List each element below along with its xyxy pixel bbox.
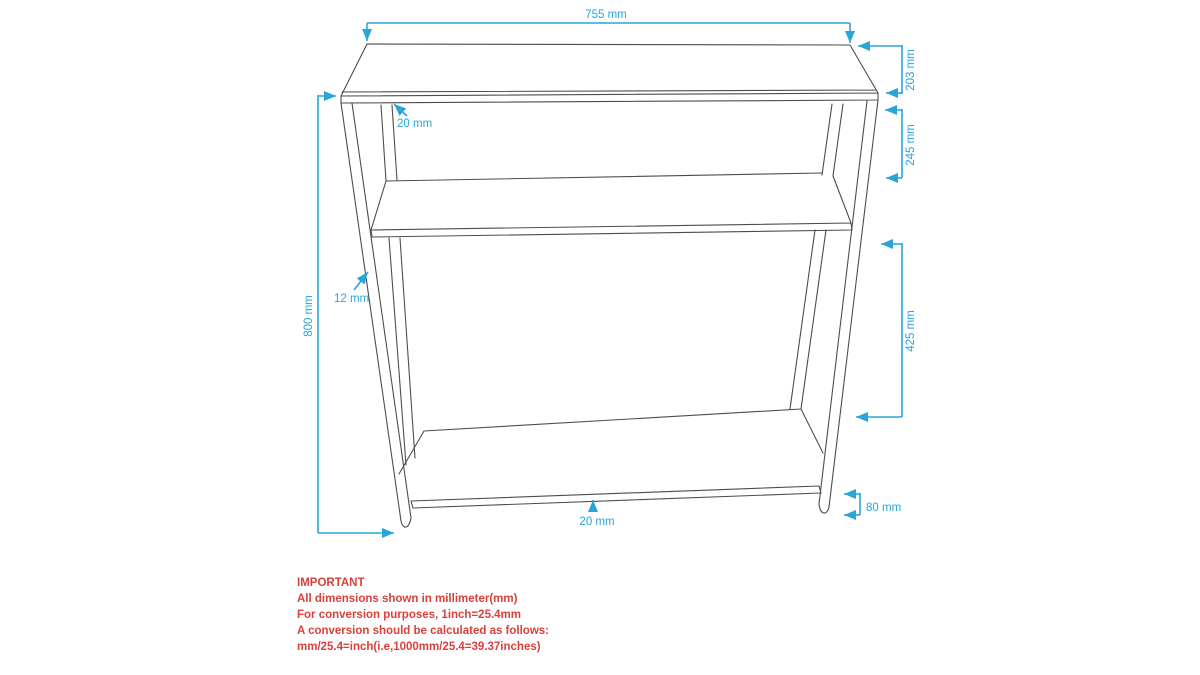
leader-label-bottom-thickness: 20 mm [579, 516, 615, 528]
top-panel [341, 44, 878, 103]
dimension-label-lower-gap: 425 mm [905, 310, 917, 352]
note-line: For conversion purposes, 1inch=25.4mm [297, 609, 522, 621]
note-line: mm/25.4=inch(i.e,1000mm/25.4=39.37inches) [297, 641, 541, 653]
dimension-label-top-depth: 203 mm [905, 49, 917, 91]
leader-label-top-thickness: 20 mm [397, 118, 433, 130]
dimension-label-upper-gap: 245 mm [905, 124, 917, 166]
leader-arrow [354, 272, 368, 290]
left-back-leg [381, 105, 415, 465]
note-line: A conversion should be calculated as follows: [297, 625, 549, 637]
dimension-overall-height [303, 95, 394, 533]
leader-bottom-shelf-thickness [579, 500, 614, 528]
console-table-outline [341, 44, 878, 527]
important-note [297, 575, 549, 655]
middle-shelf [371, 173, 852, 237]
dimension-top-depth [858, 45, 917, 94]
dimension-top-width [367, 9, 850, 43]
dimension-upper-shelf-gap [885, 109, 917, 178]
right-front-leg [819, 100, 878, 513]
right-back-leg [790, 104, 843, 409]
note-title: IMPORTANT [297, 577, 365, 589]
note-line: All dimensions shown in millimeter(mm) [297, 593, 518, 605]
leader-frame-thickness [334, 272, 369, 305]
dimension-label-overall-height: 800 mm [303, 295, 315, 337]
leader-top-panel-thickness [394, 104, 432, 130]
dimension-label-foot-height: 80 mm [866, 502, 902, 514]
bottom-shelf [399, 409, 823, 508]
dimension-label-top-width: 755 mm [585, 9, 627, 21]
dimension-lower-shelf-gap [856, 243, 917, 417]
dimension-foot-height [844, 493, 901, 515]
left-front-leg [341, 103, 411, 527]
leader-label-frame-thickness: 12 mm [334, 293, 370, 305]
leader-arrow [394, 104, 407, 116]
